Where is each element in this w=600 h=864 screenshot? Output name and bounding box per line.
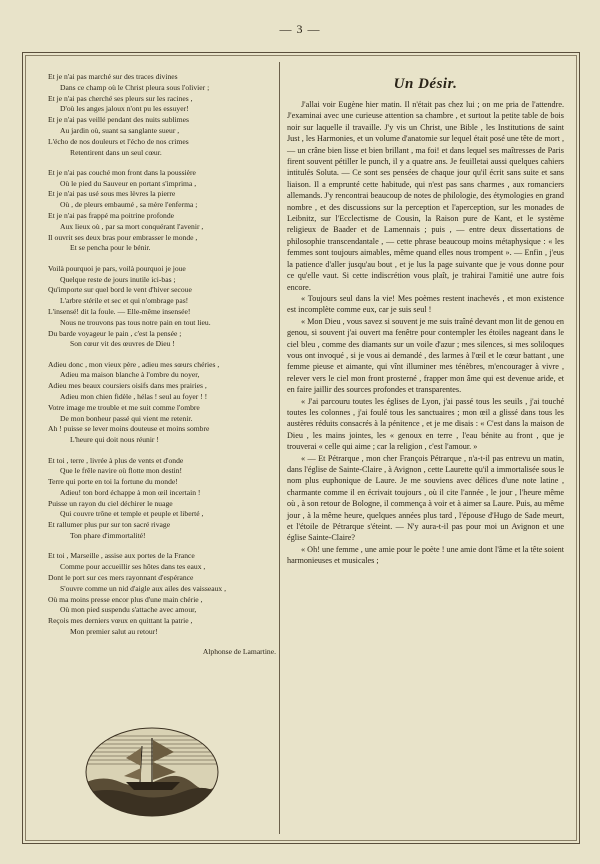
poem-line: Qu'importe sur quel bord le vent d'hiver secoue — [48, 285, 192, 295]
poem-line: Au jardin où, suant sa sanglante sueur , — [60, 125, 180, 135]
poem-line: Nous ne trouvons pas tous notre pain en tout lieu. — [60, 317, 211, 327]
column-divider — [279, 62, 280, 834]
poem-line: S'ouvre comme un nid d'aigle aux ailes des vaisseaux , — [60, 583, 226, 593]
poem-line: Que le frêle navire où flotte mon destin! — [60, 466, 183, 476]
article-title: Un Désir. — [393, 76, 458, 92]
poem-line: Et rallumer plus pur sur ton sacré rivage — [48, 520, 171, 530]
article-paragraph: « — Et Pétrarque , mon cher François Pétrarque , n'a-t-il pas entrevu un matin, dans l'église de Sainte-Claire , à Avignon , cette Laurette qu'il a immortalisée sous le nom plus euphonique de Laure. Je me souviens avec délices d'une note latine , charmante comme il en écrivait toujours , où il cite l'année , le jour , l'heure même où , à son retour de Bologne, il commença à voir et à aimer sa Laure. Puis, au même jour , à la même heure, quelques années plus tard , l'épouse d'Hugo de Sade meurt, et l'étoile de Pétrarque s'éteint. — N'y aura-t-il pas pour moi un Avignon et une église Sainte-Claire? — [287, 453, 564, 543]
poem-line: L'arbre stérile et sec et qui n'ombrage pas! — [60, 296, 189, 306]
poem-line: De mon bonheur passé qui vient me retenir. — [60, 413, 193, 423]
poem-line: Dont le port sur ces mers rayonnant d'espérance — [48, 572, 194, 582]
poem-line: Qui couvre trône et temple et peuple et liberté , — [60, 509, 204, 519]
poem-line: Dans ce champ où le Christ pleura sous l'olivier ; — [60, 82, 210, 92]
poem-line: Ton phare d'immortalité! — [70, 531, 146, 541]
poem-line: Il ouvrit ses deux bras pour embrasser le monde , — [48, 232, 198, 242]
poem-line: Du barde voyageur le pain , c'est la pensée ; — [48, 328, 182, 338]
poem-line: Adieu! ton bord échappe à mon œil incertain ! — [60, 487, 201, 497]
poem-line: Et je n'ai pas usé sous mes lèvres la pierre — [48, 189, 176, 199]
article-paragraph: « Oh! une femme , une amie pour le poète ! une amie dont l'âme et la tête soient harmonieuses et musicales ; — [287, 544, 564, 566]
article-column — [287, 72, 564, 567]
poem-line: Votre image me trouble et me suit comme l'ombre — [48, 402, 200, 412]
poem-line: Où ma moins presse encor plus d'une main chérie , — [48, 594, 203, 604]
poem-line: Et je n'ai pas frappé ma poitrine profonde — [48, 211, 174, 221]
poem-line: Où le pied du Sauveur en portant s'imprima , — [60, 178, 197, 188]
poem-line: Et je n'ai pas couché mon front dans la poussière — [48, 167, 196, 177]
poem-line: Comme pour accueillir ses hôtes dans tes eaux , — [60, 562, 206, 572]
poem-line: L'écho de nos douleurs et l'écho de nos crimes — [48, 136, 189, 146]
poem-line: Adieu ma maison blanche à l'ombre du noyer, — [60, 370, 200, 380]
page-number: — 3 — — [279, 22, 321, 36]
poem-stanza — [48, 360, 278, 446]
poem-stanza — [48, 551, 278, 637]
poem-line: Reçois mes derniers vœux en quittant la patrie , — [48, 616, 193, 626]
poem-line: Quelque reste de jours inutile ici-bas ; — [60, 274, 176, 284]
poem-line: L'insensé! dit la foule. — Elle-même insensée! — [48, 306, 191, 316]
poem-line: Où , de pleurs embaumé , sa mère l'enferma ; — [60, 200, 198, 210]
poem-line: Mon premier salut au retour! — [70, 626, 158, 636]
poem-line: Adieu donc , mon vieux père , adieu mes sœurs chéries , — [48, 359, 220, 369]
article-paragraph: « Mon Dieu , vous savez si souvent je me suis traîné devant mon lit de genou en genou, si souvent j'ai ouvert ma fenêtre pour contempler les étoiles nageant dans le ciel bleu , comme des diamants sur un voile d'azur ; mes silences, si mes soliloques vous ont invoqué , si je vous ai demandé , des larmes à l'œil et le cœur battant , une femme pieuse et aimante, qui vînt illuminer mes ténèbres, m'encourager à vivre , relever vers le ciel mon front prosterné , frapper mon âme qui est devenue aride, et en faire jaillir des sources profondes et transparentes. — [287, 316, 564, 395]
article-paragraph: J'allai voir Eugène hier matin. Il n'était pas chez lui ; on me pria de l'attendre. J'examinai avec une curieuse attention sa chambre , et surtout la petite table de bois noir sur laquelle il travaille. J'y vis un Christ, une Bible , les Institutions de saint Just , les Harmonies, et un volume d'anatomie sur lequel était posé une tête de mort , — un crâne bien lisse et bien brillant , ma foi! et dans lequel ses maîtresses de Paris firent souvent pétiller le punch, il y a quatre ans. Je feuilletai aussi quelques cahiers intitulés Soluta. — Ce sont ses pensées de chaque jour qu'il écrit sans suite et sans liaison. Il a emprunté cette habitude, qui n'est pas sans charmes , aux romanciers allemands. J'y rencontrai beaucoup de notes de philologie, des étymologies en grand nombre , et des discussions sur la perception et l'aperception, sur les monades de Leibnitz, sur l'Ecclectisme de Cousin, la Raison pure de Kant, et le système religieux de Baader et de Lamennais ; puis , — entre deux dissertations de philosophie transcendantale , — cette phrase beaucoup moins métaphysique : « les femmes sont toujours aimables, même quand elles nous trompent ». — Enfin , j'eus la patience d'aller jusqu'au bout , et je lus la page suivante que je vous donne pour ce qu'elle vaut. Si cette indiscrétion vous plaît, je trahirai l'amitié une autre fois encore. — [287, 100, 564, 292]
poem-line: Adieu mes beaux coursiers oisifs dans mes prairies , — [48, 381, 207, 391]
poem-line: Voilà pourquoi je pars, voilà pourquoi je joue — [48, 263, 186, 273]
poem-line: Où mon pied suspendu s'attache avec amour, — [60, 605, 197, 615]
poem-line: L'heure qui doit nous réunir ! — [70, 435, 159, 445]
poem-line: Et je n'ai pas veillé pendant des nuits sublimes — [48, 115, 189, 125]
poem-stanza — [48, 456, 278, 542]
poem-line: D'où les anges jaloux n'ont pu les essuyer! — [60, 104, 189, 114]
poem-line: Et toi , Marseille , assise aux portes de la France — [48, 551, 195, 561]
poem-stanza — [48, 72, 278, 158]
poem-line: Terre qui porte en toi la fortune du monde! — [48, 477, 178, 487]
poem-line: Et se pencha pour le bénir. — [70, 243, 151, 253]
article-paragraph: « Toujours seul dans la vie! Mes poèmes restent inachevés , et mon existence est incomplète comme eux, car je suis seul ! — [287, 293, 564, 315]
article-body — [287, 99, 564, 567]
poem-line: Et toi , terre , livrée à plus de vents et d'onde — [48, 455, 184, 465]
poem-line: Et je n'ai pas cherché ses pleurs sur les racines , — [48, 93, 193, 103]
poem-stanza — [48, 168, 278, 254]
poem-signature: Alphonse de Lamartine. — [202, 647, 276, 657]
poem-column — [48, 72, 278, 658]
poem-stanzas — [48, 72, 278, 638]
poem-line: Son cœur vit des œuvres de Dieu ! — [70, 339, 175, 349]
poem-line: Puisse un rayon du ciel déchirer le nuage — [48, 498, 173, 508]
poem-line: Ah ! puisse se lever moins douteuse et moins sombre — [48, 424, 210, 434]
article-paragraph: « J'ai parcouru toutes les églises de Lyon, j'ai passé tous les seuils , j'ai touché toutes les colonnes , j'ai foulé tous les sanctuaires ; mon œil a glissé dans tous les austères réduits consacrés à la pénitence , et je me disais : « C'est dans la maison de Dieu , les mains jointes, les « genoux en terre , l'eau bénite au front , que je trouverai « celle qui aime ; car la religion , c'est l'amour. » — [287, 396, 564, 452]
poem-line: Adieu mon chien fidèle , hélas ! seul au foyer ! ! — [60, 392, 208, 402]
poem-line: Aux lieux où , par sa mort conquérant l'avenir , — [60, 221, 204, 231]
poem-line: Et je n'ai pas marché sur des traces divines — [48, 72, 178, 81]
ship-vignette-image — [82, 722, 222, 818]
poem-stanza — [48, 264, 278, 350]
poem-line: Retentirent dans un seul cœur. — [70, 147, 162, 157]
